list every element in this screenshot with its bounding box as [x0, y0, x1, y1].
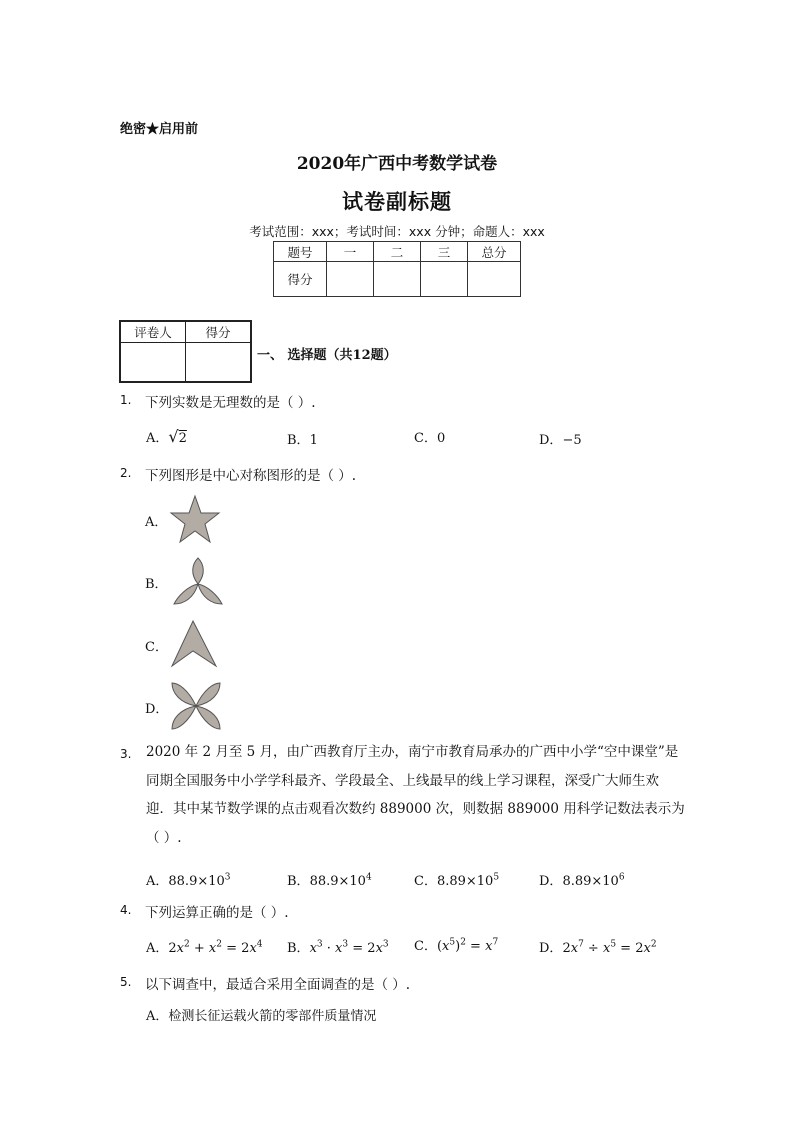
grader-header-cell: 得分: [186, 321, 252, 343]
score-header-cell: 二: [374, 242, 421, 262]
exam-title: 2020年广西中考数学试卷: [296, 154, 498, 174]
score-header-cell: 三: [421, 242, 468, 262]
math-expression: $x^3 \cdot x^3 = 2x^3$: [309, 939, 389, 956]
option-d[interactable]: D．$2x^7 \div x^5 = 2x^2$: [539, 939, 657, 956]
grader-header-cell: 评卷人: [120, 321, 186, 343]
option-d[interactable]: D．: [145, 702, 169, 717]
option-b[interactable]: B．1: [287, 433, 318, 448]
score-header-cell: 题号: [274, 242, 327, 262]
exam-info: 考试范围：xxx；考试时间：xxx 分钟；命题人：xxx: [249, 224, 545, 239]
four-petal-shape-icon: [170, 681, 222, 731]
score-header-cell: 一: [327, 242, 374, 262]
score-row-label: 得分: [274, 262, 327, 297]
option-c[interactable]: C．$8.89\times 10^5$: [414, 872, 500, 889]
option-a[interactable]: A．√2: [146, 427, 187, 446]
score-cell[interactable]: [468, 262, 521, 297]
option-a[interactable]: A．$2x^2 + x^2 = 2x^4$: [146, 939, 263, 956]
question-number: 4.: [120, 903, 132, 917]
option-a[interactable]: A．$88.9\times 10^3$: [146, 872, 231, 889]
question-number: 2.: [120, 466, 132, 480]
question-text: 下列实数是无理数的是（ ）.: [145, 395, 316, 411]
grader-cell[interactable]: [186, 343, 252, 383]
option-c[interactable]: C．: [145, 640, 168, 655]
star-shape-icon: [168, 494, 222, 546]
option-c[interactable]: C．$(x^5)^2 = x^7$: [414, 937, 499, 954]
question-text: 2020 年 2 月至 5 月，由广西教育厅主办，南宁市教育局承办的广西中小学“空中课堂”是 同期全国服务中小学学科最齐、学段最全、上线最早的线上学习课程，深受广大师生欢 迎．其中某节数学课的点击观看次数约 889000 次，则数据 889000 用科学记数法表示为 （ ）.: [146, 744, 685, 846]
question-text: 下列图形是中心对称图形的是（ ）.: [145, 468, 357, 484]
grader-table: [119, 320, 252, 383]
score-cell[interactable]: [374, 262, 421, 297]
score-cell[interactable]: [421, 262, 468, 297]
question-number: 3.: [120, 747, 132, 761]
question-number: 1.: [120, 393, 132, 407]
section-title: 一、 选择题（共12题）: [257, 348, 397, 363]
score-cell[interactable]: [327, 262, 374, 297]
question-number: 5.: [120, 975, 132, 989]
option-b[interactable]: B．$x^3 \cdot x^3 = 2x^3$: [287, 939, 389, 956]
option-c[interactable]: C．0: [414, 431, 446, 446]
confidential-label: 绝密★启用前: [120, 122, 199, 137]
score-header-cell: 总分: [468, 242, 521, 262]
option-d[interactable]: D．−5: [539, 433, 582, 448]
three-petal-shape-icon: [170, 556, 226, 608]
question-text: 下列运算正确的是（ ）.: [145, 905, 289, 921]
exam-subtitle: 试卷副标题: [342, 189, 452, 214]
grader-cell[interactable]: [120, 343, 186, 383]
option-a[interactable]: A．: [145, 515, 168, 530]
option-a[interactable]: A．检测长征运载火箭的零部件质量情况: [146, 1009, 377, 1024]
math-expression: $(x^5)^2 = x^7$: [436, 937, 499, 954]
math-expression: $2x^2 + x^2 = 2x^4$: [168, 939, 263, 956]
sqrt-icon: √: [168, 427, 179, 446]
question-text: 以下调查中，最适合采用全面调查的是（ ）.: [145, 977, 411, 993]
option-b[interactable]: B．$88.9\times 10^4$: [287, 872, 372, 889]
arrowhead-shape-icon: [170, 619, 220, 669]
option-b[interactable]: B．: [145, 577, 168, 592]
option-d[interactable]: D．$8.89\times 10^6$: [539, 872, 625, 889]
math-expression: $2x^7 \div x^5 = 2x^2$: [562, 939, 657, 956]
score-table: [273, 241, 521, 297]
